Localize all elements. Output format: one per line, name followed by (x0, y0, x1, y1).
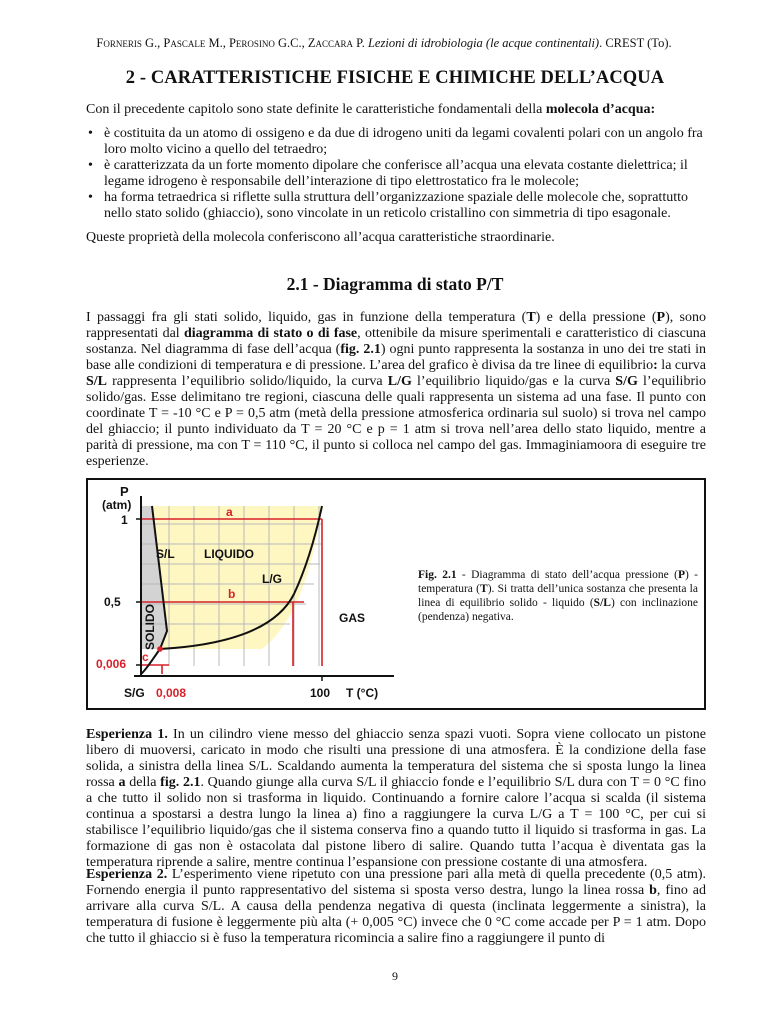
tick-0-006: 0,006 (96, 657, 127, 671)
properties-list (86, 126, 706, 222)
header-book-title: Lezioni di idrobiologia (le acque continentali) (367, 36, 600, 50)
tick-0-008: 0,008 (156, 686, 187, 700)
running-head (0, 36, 768, 51)
list-item (86, 158, 706, 190)
phase-diagram-paragraph: I passaggi fra gli stati solido, liquido, gas in funzione della temperatura (T) e della pressione (P), sono rappresentati dal diagramma di stato o di fase, ottenibile da misure sperimentali e caratteristico di ciascuna sostanza. Nel diagramma di fase dell’acqua (fig. 2.1) ogni punto rappresenta la sostanza in uno dei tre stati in base alle condizioni di temperatura e di pressione. L’area del grafico è divisa da tre linee di equilibrio: la curva S/L rappresenta l’equilibrio solido/liquido, la curva L/G l’equilibrio liquido/gas e la curva S/G l’equilibrio solido/gas. Esse delimitano tre regioni, ciascuna delle quali rappresenta un sistema ad una fase. Il punto con coordinate T = -10 °C e P = 0,5 atm (metà della pressione atmosferica ordinaria sul suolo) si trova nel campo del ghiaccio; il punto individuato da T = 20 °C e p = 1 atm si trova nell’area dello stato liquido, mentre a parità di pressione, ma con T = 110 °C, il punto si colloca nel campo del gas. Immaginiamoora di eseguire tre esperienze. (86, 310, 707, 469)
figure-2-1 (86, 478, 706, 710)
phase-diagram (94, 484, 414, 706)
outro-paragraph: Queste proprietà della molecola conferiscono all’acqua caratteristiche straordinarie. (86, 230, 555, 245)
bullet-icon: • (88, 190, 93, 205)
axis-t-label: T (°C) (346, 686, 379, 700)
intro-text: Con il precedente capitolo sono state definite le caratteristiche fondamentali della (86, 102, 546, 117)
experiment-2-paragraph: Esperienza 2. L’esperimento viene ripetuto con una pressione pari alla metà di quella precedente (0,5 atm). Fornendo energia il punto rappresentativo del sistema si sposta verso destra, lungo la linea rossa b, fino ad arrivare alla curva S/L. A causa della pendenza negativa di questa (inclinata leggermente a sinistra), la temperatura di fusione è leggermente più alta (+ 0,005 °C) invece che 0 °C come accade per P = 1 atm. Dopo che tutto il ghiaccio si è fuso la temperatura ricomincia a salire fino a raggiungere il punto di (86, 867, 707, 946)
label-c: c (142, 650, 149, 664)
label-lg: L/G (262, 572, 282, 586)
intro-bold: molecola d’acqua: (545, 102, 656, 117)
intro-paragraph (86, 102, 706, 118)
label-sg: S/G (124, 686, 145, 700)
label-liquido: LIQUIDO (204, 547, 254, 561)
section-title: 2.1 - Diagramma di stato P/T (286, 274, 504, 294)
label-solido: SOLIDO (143, 603, 157, 650)
label-b: b (228, 587, 236, 601)
label-a: a (226, 505, 233, 519)
tick-100: 100 (310, 686, 331, 700)
list-item (86, 126, 706, 158)
list-item (86, 190, 706, 222)
bullet-icon: • (88, 126, 93, 141)
figure-caption: Fig. 2.1 - Diagramma di stato dell’acqua pressione (P) - temperatura (T). Si tratta dell’unica sostanza che presenta la linea di equilibrio solido - liquido (S/L) con inclinazione (pendenza) negativa. (418, 569, 698, 623)
axis-p-label: P (120, 484, 129, 499)
tick-0-5: 0,5 (104, 595, 121, 609)
experiment-1-paragraph: Esperienza 1. In un cilindro viene messo del ghiaccio senza spazi vuoti. Sopra viene collocato un pistone libero di muoversi, caricato in modo che risulti una pressione di una atmosfera. È la condizione della fase solida, a sinistra della linea S/L. Scaldando aumenta la temperatura del sistema che si sposta lungo la linea rossa a della fig. 2.1. Quando giunge alla curva S/L il ghiaccio fonde e l’equilibrio S/L dura con T = 0 °C fino a che tutto il solido non si trasforma in liquido. Continuando a fornire calore l’acqua si scalda (il sistema continua a spostarsi a destra lungo la linea a) fino a raggiungere la curva L/G a T = 100 °C, per cui si stabilisce l’equilibrio liquido/gas che il sistema conserva fino a quando tutto il liquido si trasforma in gas. La formazione di gas non è ostacolata dal pistone libero di salire. Quando tutta l’acqua è diventata gas la temperatura riprende a salire, mentre continua l’espansione con pressione costante di una atmosfera. (86, 727, 706, 870)
liquid-region (152, 506, 322, 649)
page-number: 9 (392, 969, 398, 983)
list-item-text: è costituita da un atomo di ossigeno e da due di idrogeno uniti da legami covalenti polari con un angolo fra loro molto vicino a quello del tetraedro; (104, 126, 703, 157)
list-item-text: ha forma tetraedrica si riflette sulla struttura dell’organizzazione spaziale delle molecole che, soprattutto nello stato solido (ghiaccio), sono vincolate in un reticolo cristallino con simmetria di tipo esagonale. (104, 190, 688, 221)
list-item-text: è caratterizzata da un forte momento dipolare che conferisce all’acqua una elevata costante dielettrica; il legame idrogeno è responsabile dell’interazione di tipo elettrostatico fra le molecole; (104, 158, 688, 189)
bullet-icon: • (88, 158, 93, 173)
label-sl: S/L (156, 547, 175, 561)
header-publisher: . CREST (To). (599, 36, 672, 50)
tick-1: 1 (121, 513, 128, 527)
chapter-title: 2 - CARATTERISTICHE FISICHE E CHIMICHE DELL’ACQUA (125, 68, 665, 88)
triple-point (157, 646, 163, 652)
header-authors: Forneris G., Pascale M., Perosino G.C., Zaccara P. (96, 36, 365, 50)
label-gas: GAS (339, 611, 366, 625)
axis-p-unit: (atm) (102, 498, 132, 512)
